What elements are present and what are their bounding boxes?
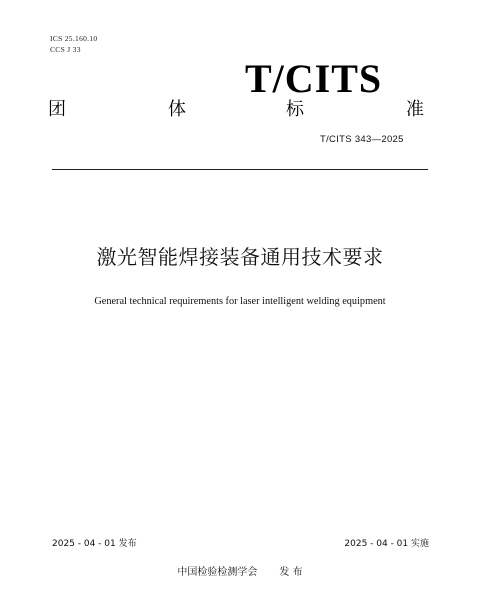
- issuer-action: 发 布: [279, 567, 303, 578]
- standard-type-char: 体: [168, 99, 186, 120]
- document-title-chinese: 激光智能焊接装备通用技术要求: [96, 245, 384, 269]
- document-title-english: General technical requirements for laser intelligent welding equipment: [94, 296, 386, 307]
- standard-brand-logo: T/CITS: [245, 56, 383, 101]
- issue-date: 2025 - 04 - 01 发布: [52, 539, 137, 549]
- issuer-name: 中国检验检测学会: [177, 567, 258, 578]
- ics-code: ICS 25.160.10: [50, 34, 98, 43]
- ccs-code: CCS J 33: [50, 45, 81, 54]
- implementation-date: 2025 - 04 - 01 实施: [344, 539, 429, 549]
- issuer-line: [0, 563, 480, 578]
- header-divider: [52, 169, 428, 170]
- standard-type-char: 准: [406, 99, 424, 120]
- standard-number: T/CITS 343—2025: [320, 134, 404, 145]
- standard-type-char: 标: [286, 99, 304, 120]
- standard-type-char: 团: [48, 99, 66, 120]
